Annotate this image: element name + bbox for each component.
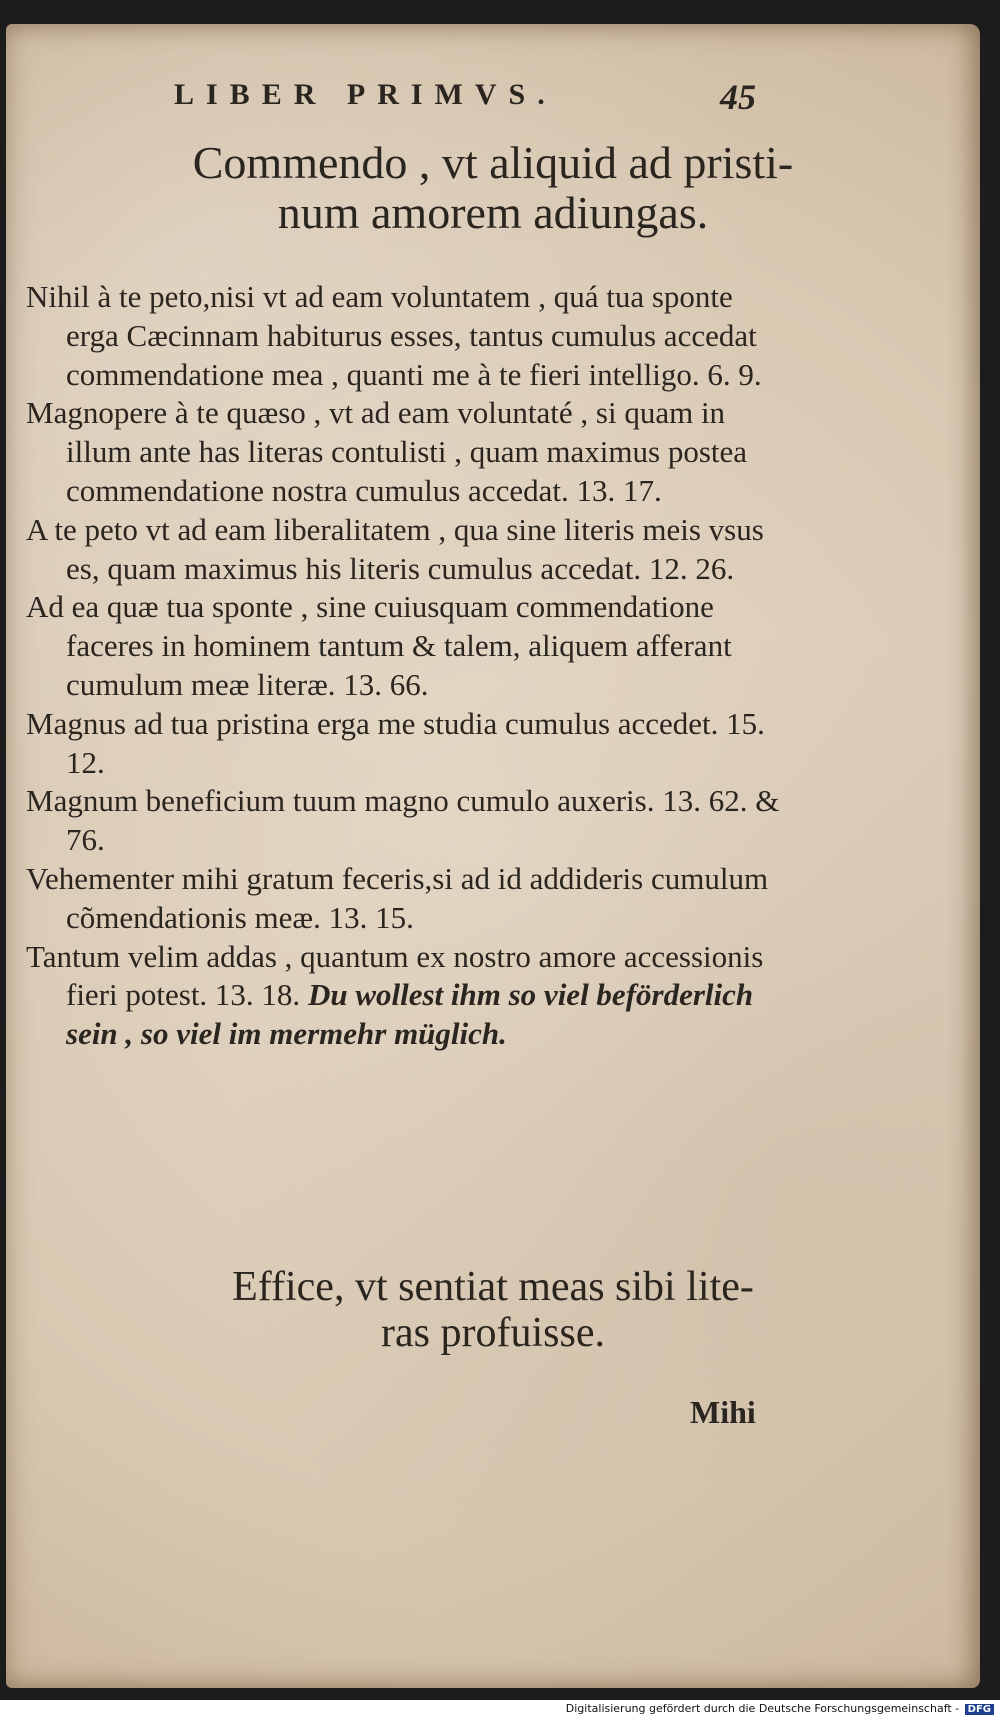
dfg-logo: DFG (965, 1704, 994, 1715)
section-heading-commendo (6, 138, 980, 238)
book-page (6, 24, 980, 1688)
running-head: LIBER PRIMVS. (174, 78, 557, 111)
heading-line-2: ras profuisse. (381, 1310, 605, 1356)
credit-text: Digitalisierung gefördert durch die Deutsche Forschungsgemeinschaft - (565, 1702, 960, 1715)
digitization-credit (566, 1702, 994, 1715)
entry-1 (26, 278, 786, 394)
entry-2 (26, 394, 786, 510)
entry-6 (26, 782, 786, 860)
catchword: Mihi (690, 1394, 756, 1430)
entry-list (26, 278, 786, 1054)
entry-text: Magnopere à te quæso , vt ad eam voluntaté , si quam in illum ante has literas contulisti , quam maximus postea commendatione nostra cumulus accedat. 13. 17. (26, 395, 748, 508)
entry-text: A te peto vt ad eam liberalitatem , qua sine literis meis vsus es, quam maximus his literis cumulus accedat. 12. 26. (26, 511, 764, 586)
entry-text: Tantum velim addas , quantum ex nostro amore accessionis fieri potest. 13. 18. (26, 938, 764, 1013)
entry-text: Vehementer mihi gratum feceris,si ad id addideris cumulum cõmendationis meæ. 13. 15. (26, 860, 769, 935)
entry-text: Magnum beneficium tuum magno cumulo auxeris. 13. 62. & 76. (26, 783, 780, 858)
page-number: 45 (720, 77, 756, 117)
heading-line-1: Effice, vt sentiat meas sibi lite- (232, 1264, 754, 1310)
page-content (6, 24, 980, 1688)
section-heading-effice (6, 1264, 980, 1356)
entry-5 (26, 705, 786, 783)
entry-8 (26, 938, 786, 1054)
entry-text: Ad ea quæ tua sponte , sine cuiusquam commendatione faceres in hominem tantum & talem, aliquem afferant cumulum meæ literæ. 13. 66. (26, 589, 732, 702)
entry-text: Nihil à te peto,nisi vt ad eam voluntatem , quá tua sponte erga Cæcinnam habiturus esses, tantus cumulus accedat commendatione mea , quanti me à te fieri intelligo. 6. 9. (26, 279, 762, 392)
entry-4 (26, 588, 786, 704)
heading-line-2: num amorem adiungas. (277, 187, 709, 238)
entry-3 (26, 511, 786, 589)
entry-7 (26, 860, 786, 938)
heading-line-1: Commendo , vt aliquid ad pristi- (192, 137, 794, 188)
entry-text: Magnus ad tua pristina erga me studia cumulus accedet. 15. 12. (26, 705, 765, 780)
german-gloss: Du wollest ihm so viel beförderlich sein , so viel im mermehr müglich. (66, 977, 754, 1052)
